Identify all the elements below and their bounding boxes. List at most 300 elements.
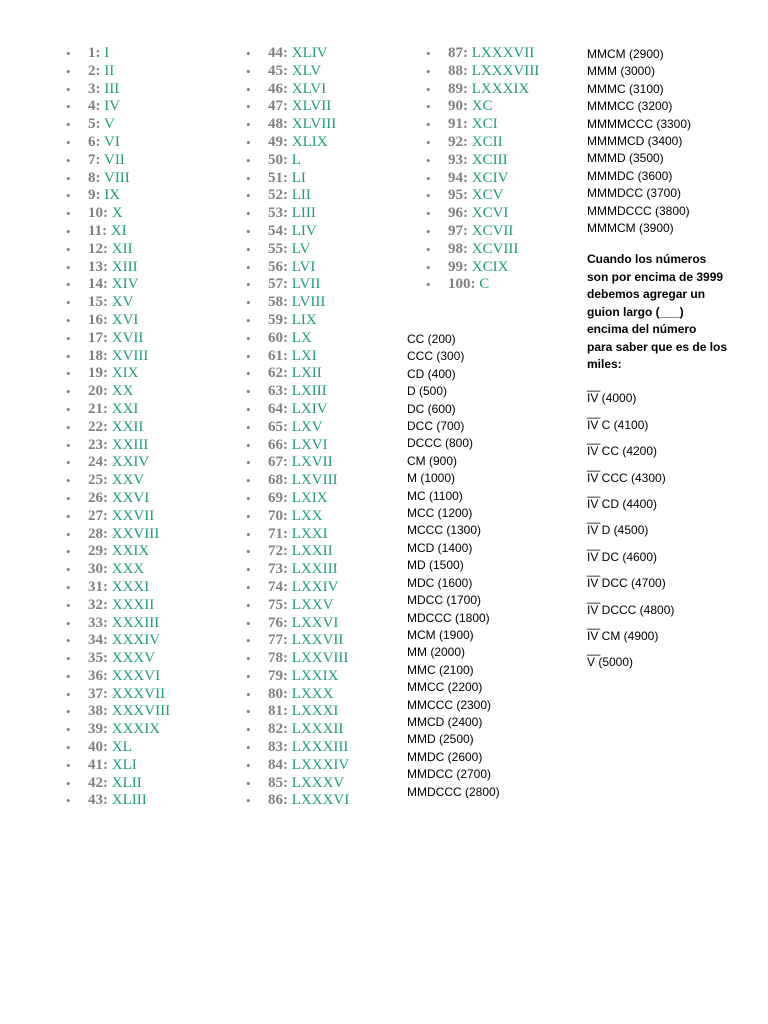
roman-numeral: XXXV [111, 650, 156, 667]
thousands-value: IV CM (4900) [587, 628, 659, 643]
list-item [66, 419, 236, 437]
arabic-number: 79: [268, 667, 288, 684]
note-line: debemos agregar un [587, 287, 706, 302]
arabic-number: 92: [448, 133, 468, 150]
thousands-value: IV (4000) [587, 391, 637, 406]
numeral-entry: MMDCCC (2800) [407, 784, 500, 799]
list-item [66, 259, 236, 277]
list-item [246, 45, 416, 63]
list-item [66, 650, 236, 668]
arabic-number: 69: [268, 489, 288, 506]
arabic-number: 39: [88, 721, 108, 738]
roman-numeral: V [103, 116, 115, 133]
numeral-entry: MMD (2500) [407, 732, 474, 747]
roman-numeral: XLIV [291, 45, 328, 61]
roman-numeral: LXXXIV [291, 756, 350, 773]
list-item [246, 721, 416, 739]
list-item [246, 401, 416, 419]
roman-numeral: LXXIV [291, 578, 339, 595]
numeral-entry: CD (400) [407, 366, 456, 381]
arabic-number: 9: [88, 187, 101, 204]
list-item [66, 454, 236, 472]
arabic-number: 12: [88, 240, 108, 257]
arabic-number: 34: [88, 632, 108, 649]
roman-numeral: LXIV [291, 400, 328, 417]
list-item [66, 276, 236, 294]
right-column [587, 46, 727, 672]
arabic-number: 100: [448, 276, 476, 293]
roman-numeral: XXXVI [111, 667, 161, 684]
roman-numeral: XVIII [111, 347, 149, 364]
arabic-number: 18: [88, 347, 108, 364]
arabic-number: 16: [88, 311, 108, 328]
thousands-value: IV CD (4400) [587, 496, 658, 511]
roman-numeral: LXIX [291, 489, 328, 506]
list-item [246, 116, 416, 134]
list-item [246, 312, 416, 330]
list-item [426, 241, 576, 259]
thousands-entry [587, 457, 727, 487]
arabic-number: 2: [88, 62, 101, 79]
roman-numeral: LXXIX [291, 667, 339, 684]
roman-numeral: XXI [111, 400, 139, 417]
roman-numeral: VIII [103, 169, 130, 186]
list-item [246, 472, 416, 490]
arabic-number: 24: [88, 454, 108, 471]
hundreds-list-200-2800 [407, 331, 500, 801]
thousands-entry [587, 563, 727, 592]
numeral-entry: DC (600) [407, 401, 456, 416]
roman-numeral: X [111, 205, 123, 222]
arabic-number: 13: [88, 258, 108, 275]
arabic-number: 37: [88, 685, 108, 702]
roman-list-44-86 [246, 45, 416, 810]
numeral-entry: MDC (1600) [407, 575, 473, 590]
numeral-entry: DCC (700) [407, 419, 465, 434]
arabic-number: 72: [268, 543, 288, 560]
arabic-number: 95: [448, 187, 468, 204]
roman-numeral: XCIII [471, 151, 508, 168]
roman-numeral: XXXIX [111, 721, 161, 738]
roman-numeral: XXX [111, 561, 145, 578]
roman-numeral: III [104, 80, 120, 97]
arabic-number: 5: [88, 116, 101, 133]
roman-numeral: LXXIII [291, 561, 338, 578]
list-item [426, 152, 576, 170]
list-item [246, 134, 416, 152]
arabic-number: 67: [268, 454, 288, 471]
list-item [246, 597, 416, 615]
roman-numeral: LV [291, 240, 311, 257]
list-item [246, 348, 416, 366]
arabic-number: 23: [88, 436, 108, 453]
thousands-value: V (5000) [587, 655, 634, 670]
numeral-entry: MMMMCD (3400) [587, 134, 683, 149]
arabic-number: 10: [88, 205, 108, 222]
numeral-entry: CC (200) [407, 332, 456, 346]
numeral-entry: DCCC (800) [407, 436, 474, 451]
numeral-entry: MMMDCC (3700) [587, 186, 682, 201]
arabic-number: 81: [268, 703, 288, 720]
arabic-number: 17: [88, 329, 108, 346]
list-item [66, 330, 236, 348]
roman-numeral: LXIII [291, 383, 327, 400]
list-item [246, 650, 416, 668]
roman-numeral: XCI [471, 116, 498, 133]
list-item [246, 294, 416, 312]
numeral-entry: D (500) [407, 384, 448, 399]
list-item [66, 632, 236, 650]
thousands-entry [587, 615, 727, 645]
numeral-entry: MMDC (2600) [407, 749, 483, 764]
roman-numeral: XCIV [471, 169, 509, 186]
thousands-entry [587, 642, 727, 671]
roman-numeral: XCV [471, 187, 504, 204]
arabic-number: 46: [268, 80, 288, 97]
roman-numeral: LVI [291, 258, 316, 275]
roman-numeral: XLVIII [291, 116, 337, 133]
arabic-number: 60: [268, 329, 288, 346]
roman-numeral: LXXV [291, 596, 334, 613]
roman-numeral: XVII [111, 329, 144, 346]
arabic-number: 71: [268, 525, 288, 542]
arabic-number: 87: [448, 45, 468, 61]
numeral-entry: MDCC (1700) [407, 593, 482, 608]
list-item [66, 597, 236, 615]
numeral-entry: MMCC (2200) [407, 680, 483, 695]
list-item [66, 703, 236, 721]
arabic-number: 77: [268, 632, 288, 649]
list-item [426, 63, 576, 81]
numeral-entry: MMMDCCC (3800) [587, 203, 690, 218]
arabic-number: 33: [88, 614, 108, 631]
arabic-number: 83: [268, 739, 288, 756]
note-line: Cuando los números [587, 252, 707, 267]
arabic-number: 75: [268, 596, 288, 613]
roman-numeral: LXXVI [291, 614, 339, 631]
list-item [246, 419, 416, 437]
roman-numeral: XLIII [111, 792, 147, 809]
list-item [246, 81, 416, 99]
list-item [66, 543, 236, 561]
numeral-entry: MMC (2100) [407, 662, 474, 677]
list-item [66, 170, 236, 188]
list-item [66, 348, 236, 366]
numeral-entry: MMM (3000) [587, 64, 656, 79]
roman-numeral: XXXVIII [111, 703, 171, 720]
arabic-number: 88: [448, 62, 468, 79]
numeral-entry: MMMD (3500) [587, 151, 664, 166]
list-item [426, 223, 576, 241]
arabic-number: 76: [268, 614, 288, 631]
arabic-number: 74: [268, 578, 288, 595]
arabic-number: 50: [268, 151, 288, 168]
list-item [246, 686, 416, 704]
arabic-number: 20: [88, 383, 108, 400]
arabic-number: 64: [268, 400, 288, 417]
arabic-number: 14: [88, 276, 108, 293]
list-item [426, 81, 576, 99]
numeral-entry: MCM (1900) [407, 627, 474, 642]
thousands-entry [587, 510, 727, 539]
list-item [246, 383, 416, 401]
list-item [66, 508, 236, 526]
roman-numeral: XXV [111, 472, 145, 489]
list-item [246, 775, 416, 793]
roman-numeral: XXII [111, 418, 144, 435]
arabic-number: 27: [88, 507, 108, 524]
note-line: para saber que es de los [587, 339, 728, 354]
roman-numeral: XXIX [111, 543, 150, 560]
arabic-number: 84: [268, 756, 288, 773]
roman-numeral: L [291, 151, 301, 168]
list-item [426, 187, 576, 205]
roman-numeral: LXVII [291, 454, 333, 471]
arabic-number: 78: [268, 650, 288, 667]
arabic-number: 15: [88, 294, 108, 311]
arabic-number: 25: [88, 472, 108, 489]
list-item [66, 152, 236, 170]
arabic-number: 7: [88, 151, 101, 168]
arabic-number: 80: [268, 685, 288, 702]
list-item [246, 330, 416, 348]
roman-numeral: LIX [291, 311, 317, 328]
numeral-entry: MMMCC (3200) [587, 99, 673, 114]
list-item [66, 792, 236, 810]
overline-mark: __ [587, 404, 601, 419]
roman-numeral: LXXX [291, 685, 334, 702]
roman-numeral: XLVI [291, 80, 327, 97]
numeral-entry: MCCC (1300) [407, 523, 482, 538]
numeral-entry: MCC (1200) [407, 506, 473, 521]
numeral-entry: M (1000) [407, 471, 456, 486]
roman-numeral: LXXXVIII [471, 62, 540, 79]
numeral-entry: MDCCC (1800) [407, 610, 490, 625]
list-item [246, 508, 416, 526]
list-item [246, 579, 416, 597]
arabic-number: 26: [88, 489, 108, 506]
arabic-number: 4: [88, 98, 101, 115]
roman-numeral: XIII [111, 258, 138, 275]
roman-numeral: XXVIII [111, 525, 160, 542]
overline-mark: __ [587, 563, 601, 578]
list-item [66, 526, 236, 544]
thousands-entry [587, 536, 727, 566]
numeral-entry: MMCD (2400) [407, 714, 483, 729]
roman-numeral: XCVIII [471, 240, 519, 257]
overline-mark: __ [587, 483, 601, 498]
hundreds-list-2900-3900 [587, 46, 727, 237]
list-item [426, 45, 576, 63]
arabic-number: 65: [268, 418, 288, 435]
roman-numeral: XXXIII [111, 614, 160, 631]
thousands-value: IV D (4500) [587, 523, 649, 538]
list-item [246, 615, 416, 633]
numeral-entry: CM (900) [407, 453, 458, 468]
arabic-number: 94: [448, 169, 468, 186]
roman-numeral: LXXXI [291, 703, 339, 720]
arabic-number: 32: [88, 596, 108, 613]
arabic-number: 47: [268, 98, 288, 115]
arabic-number: 55: [268, 240, 288, 257]
overline-mark: __ [587, 378, 601, 393]
list-item [246, 276, 416, 294]
roman-numeral: XLIX [291, 133, 328, 150]
list-item [66, 721, 236, 739]
list-item [66, 615, 236, 633]
roman-numeral: XXIV [111, 454, 150, 471]
arabic-number: 45: [268, 62, 288, 79]
roman-numeral: LXI [291, 347, 317, 364]
thousands-entry [587, 589, 727, 619]
roman-numeral: XV [111, 294, 134, 311]
roman-numeral: LXVIII [291, 472, 338, 489]
thousands-note [587, 251, 727, 373]
list-item [66, 757, 236, 775]
list-item [66, 116, 236, 134]
arabic-number: 73: [268, 561, 288, 578]
overline-mark: __ [587, 457, 601, 472]
arabic-number: 56: [268, 258, 288, 275]
roman-numeral: XXVI [111, 489, 150, 506]
overline-mark: __ [587, 431, 601, 446]
roman-numeral: XXXI [111, 578, 150, 595]
arabic-number: 57: [268, 276, 288, 293]
roman-numeral: XIX [111, 365, 139, 382]
roman-numeral: XXXVII [111, 685, 166, 702]
arabic-number: 82: [268, 721, 288, 738]
list-item [246, 543, 416, 561]
list-item [246, 152, 416, 170]
list-item [66, 205, 236, 223]
arabic-number: 58: [268, 294, 288, 311]
roman-numeral: LXVI [291, 436, 328, 453]
overline-mark: __ [587, 642, 601, 657]
numeral-entry: MMMMCCC (3300) [587, 116, 692, 131]
list-item [66, 81, 236, 99]
arabic-number: 36: [88, 667, 108, 684]
arabic-number: 35: [88, 650, 108, 667]
arabic-number: 1: [88, 45, 101, 61]
list-item [66, 775, 236, 793]
arabic-number: 48: [268, 116, 288, 133]
arabic-number: 31: [88, 578, 108, 595]
list-item [66, 45, 236, 63]
arabic-number: 54: [268, 222, 288, 239]
arabic-number: 52: [268, 187, 288, 204]
list-item [246, 668, 416, 686]
thousands-entry [587, 378, 727, 407]
roman-numeral: XLII [111, 774, 142, 791]
list-item [246, 241, 416, 259]
roman-numeral: XXXII [111, 596, 155, 613]
list-item [66, 187, 236, 205]
arabic-number: 19: [88, 365, 108, 382]
list-item [66, 223, 236, 241]
roman-numeral: IV [104, 98, 121, 115]
list-item [246, 632, 416, 650]
list-item [66, 437, 236, 455]
arabic-number: 11: [88, 222, 108, 239]
list-item [66, 490, 236, 508]
arabic-number: 49: [268, 133, 288, 150]
list-item [66, 383, 236, 401]
list-item [426, 170, 576, 188]
roman-numeral: XL [111, 739, 132, 756]
roman-numeral: LXXXII [291, 721, 344, 738]
thousands-entry [587, 483, 727, 513]
numeral-entry: MMMCM (3900) [587, 221, 674, 236]
arabic-number: 40: [88, 739, 108, 756]
roman-numeral: LXXXIII [291, 739, 349, 756]
numeral-entry: MMCCC (2300) [407, 697, 492, 712]
list-item [66, 294, 236, 312]
roman-numeral: LXXVII [291, 632, 344, 649]
thousands-value: IV CC (4200) [587, 444, 658, 459]
note-line: encima del número [587, 322, 697, 337]
list-item [246, 365, 416, 383]
numeral-entry: MMMC (3100) [587, 81, 664, 96]
list-item [66, 579, 236, 597]
overline-mark: __ [587, 510, 601, 525]
list-item [246, 259, 416, 277]
roman-numeral: XCVI [471, 205, 509, 222]
roman-numeral: IX [104, 187, 121, 204]
thousands-value: IV C (4100) [587, 417, 649, 432]
roman-numeral: VII [103, 151, 125, 168]
roman-numeral: XX [111, 383, 134, 400]
roman-numeral: XXXIV [111, 632, 161, 649]
roman-numeral: LXII [291, 365, 322, 382]
roman-numeral: XC [471, 98, 493, 115]
arabic-number: 93: [448, 151, 468, 168]
arabic-number: 30: [88, 561, 108, 578]
list-item [246, 526, 416, 544]
arabic-number: 98: [448, 240, 468, 257]
roman-numeral: LIV [291, 222, 317, 239]
arabic-number: 96: [448, 205, 468, 222]
list-item [66, 561, 236, 579]
list-item [246, 63, 416, 81]
roman-numeral: LXV [291, 418, 323, 435]
arabic-number: 86: [268, 792, 288, 809]
roman-numeral: XII [111, 240, 133, 257]
roman-numeral: II [104, 62, 115, 79]
list-item [66, 668, 236, 686]
numeral-entry: CCC (300) [407, 349, 465, 364]
list-item [246, 187, 416, 205]
roman-numeral: LXXII [291, 543, 333, 560]
thousands-value: IV CCC (4300) [587, 470, 666, 485]
list-item [426, 116, 576, 134]
roman-numeral: XI [110, 222, 127, 239]
arabic-number: 28: [88, 525, 108, 542]
list-item [66, 134, 236, 152]
numeral-entry: MM (2000) [407, 645, 466, 660]
list-item [246, 757, 416, 775]
arabic-number: 38: [88, 703, 108, 720]
arabic-number: 63: [268, 383, 288, 400]
arabic-number: 61: [268, 347, 288, 364]
list-item [246, 561, 416, 579]
roman-numeral: LXXVIII [291, 650, 349, 667]
note-line: miles: [587, 356, 622, 371]
roman-numeral: XCIX [471, 258, 509, 275]
arabic-number: 70: [268, 507, 288, 524]
arabic-number: 97: [448, 222, 468, 239]
arabic-number: 85: [268, 774, 288, 791]
list-item [426, 259, 576, 277]
